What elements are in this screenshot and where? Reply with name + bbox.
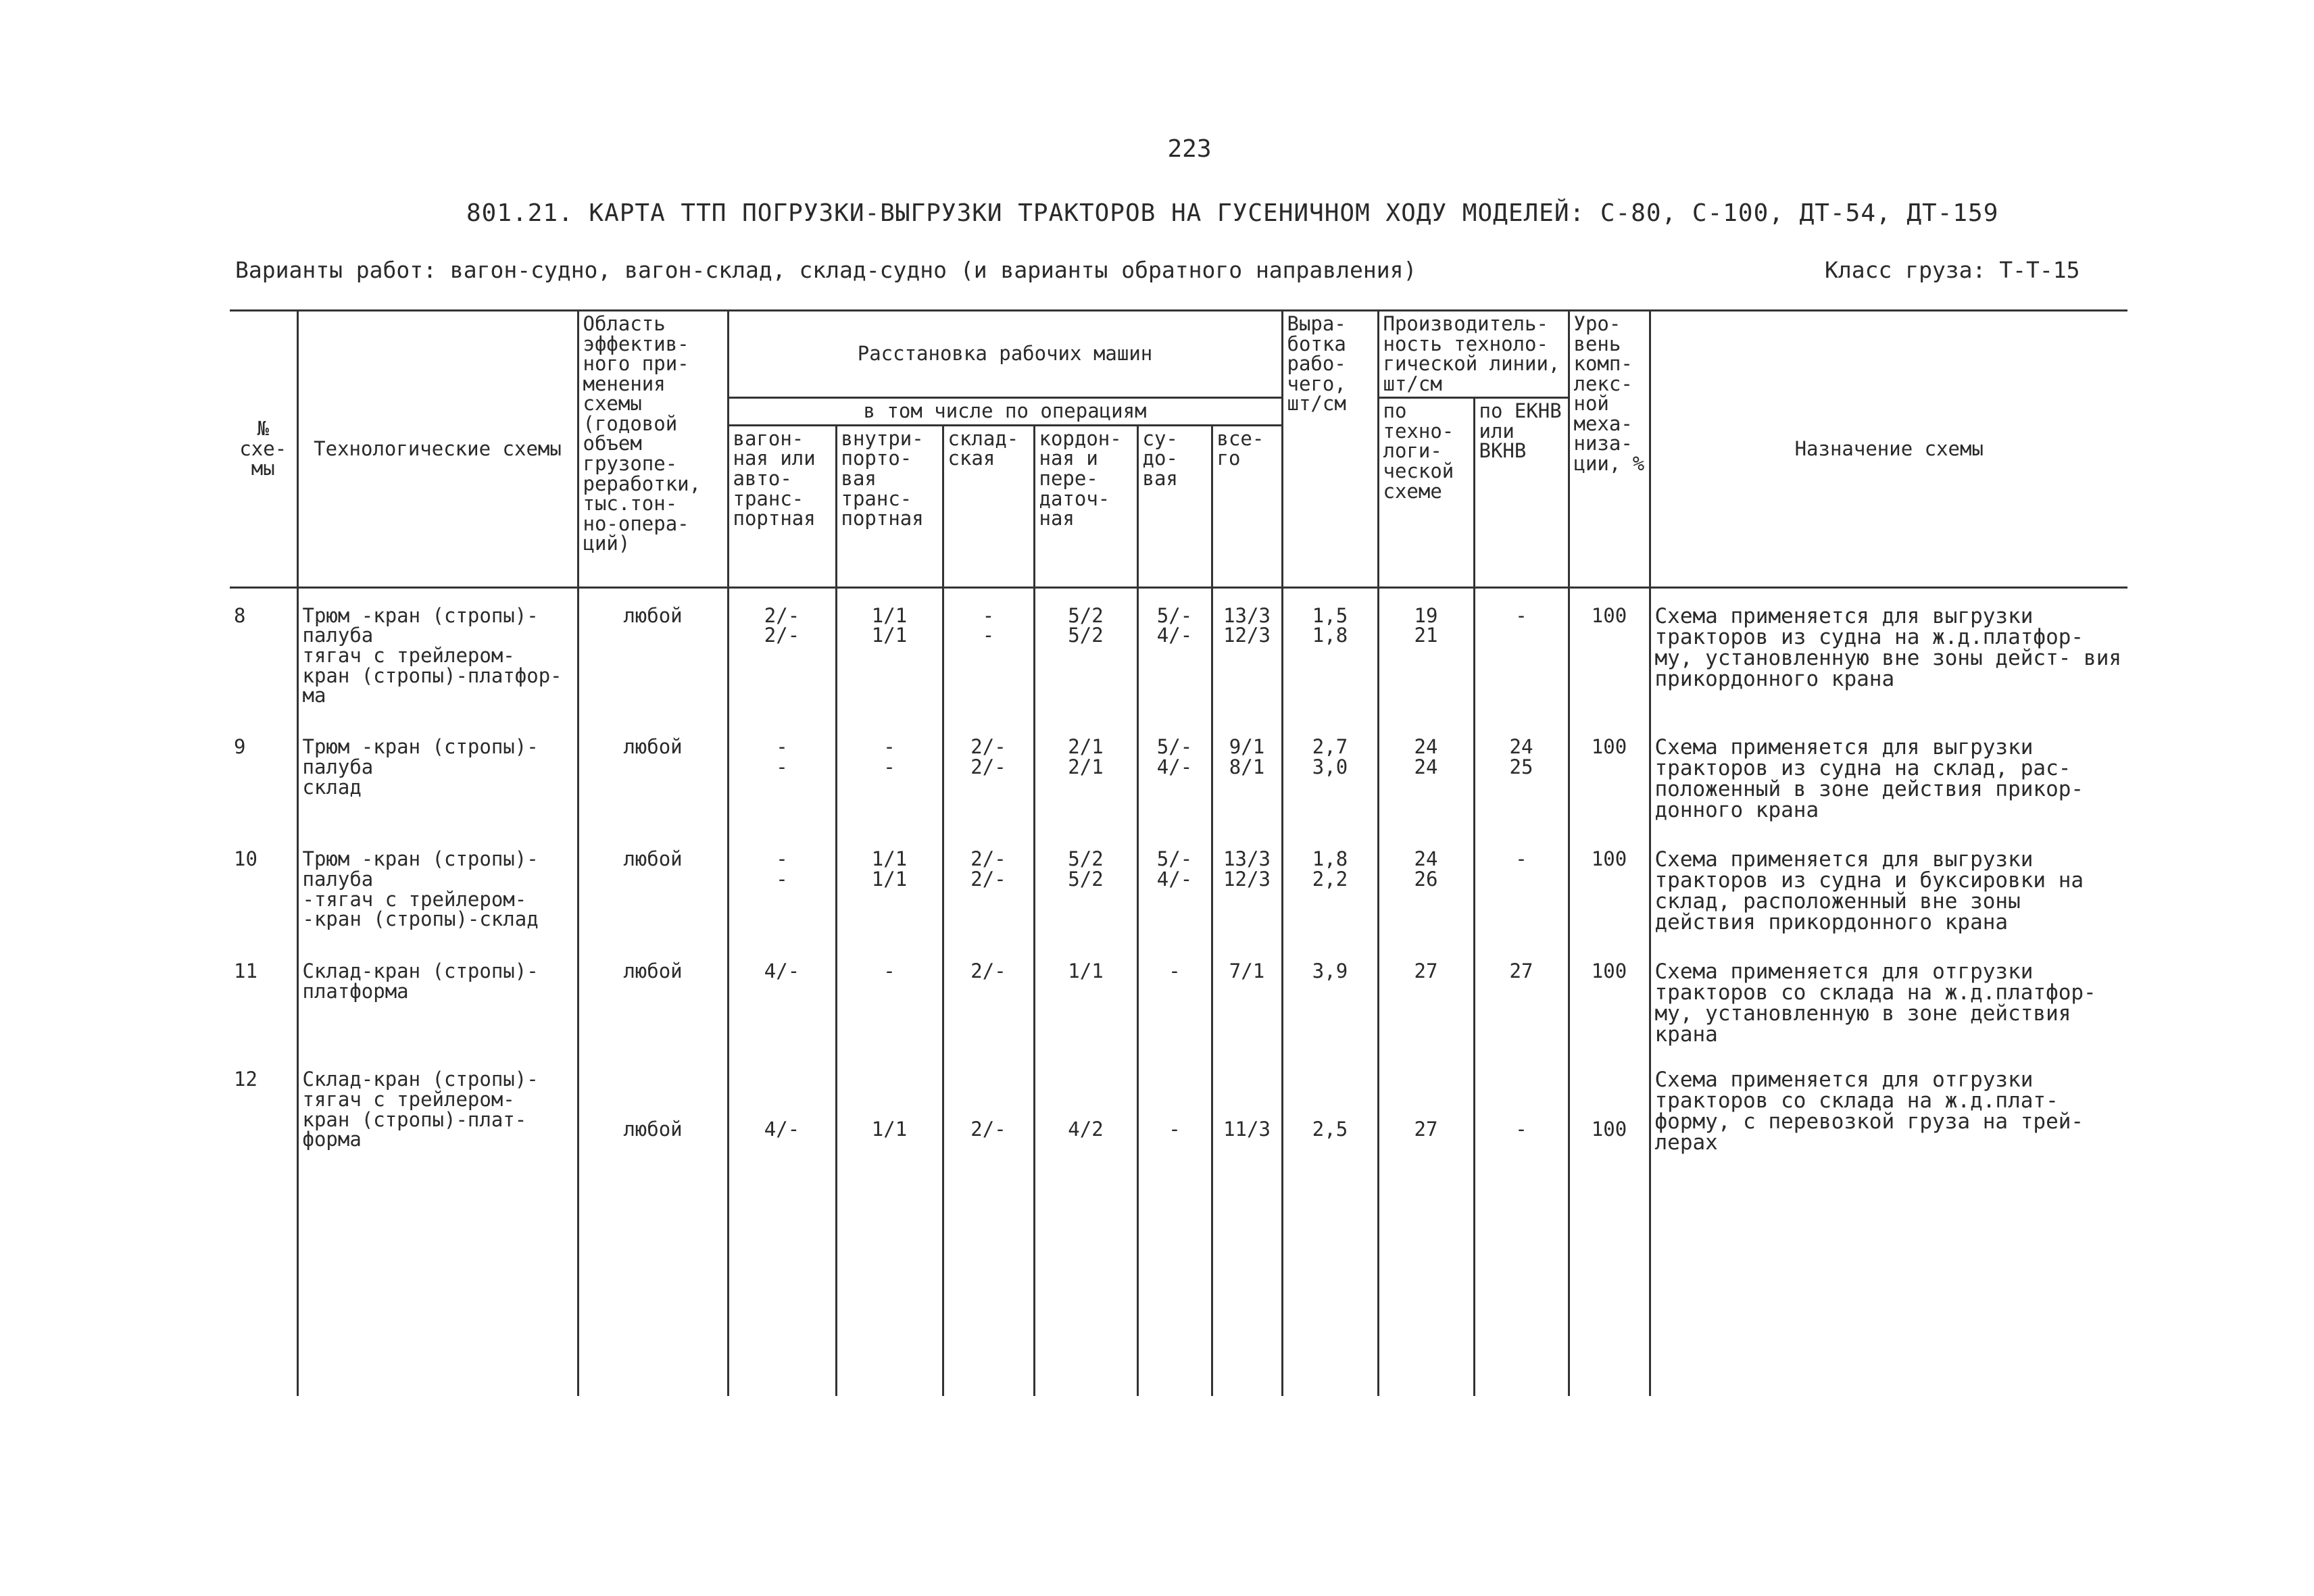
op-internal-cell: - -: [883, 735, 895, 778]
prod-tech-cell: 19 21: [1414, 603, 1438, 647]
mechanization-cell: 100: [1569, 1052, 1650, 1396]
scheme-text: Склад-кран (стропы)- тягач с трейлером- кран (стропы)-плат- форма: [297, 1052, 578, 1396]
header-prod-eknv: по ЕКНВ или ВКНВ: [1474, 398, 1569, 588]
header-scheme-no: № схе- мы: [230, 311, 297, 588]
header-op-ship: су- до- вая: [1137, 425, 1212, 587]
output-cell: 3,9: [1282, 944, 1378, 1052]
op-internal-cell: 1/1: [836, 1052, 943, 1396]
prod-eknv-cell: -: [1474, 1052, 1569, 1396]
op-wagon-cell: 2/- 2/-: [764, 603, 800, 647]
header-tech-schemes: Технологические схемы: [297, 311, 578, 588]
mechanization-cell: 100: [1569, 587, 1650, 720]
op-internal-cell: -: [836, 944, 943, 1052]
table-row: [230, 720, 2127, 832]
prod-tech-cell: 27: [1378, 944, 1474, 1052]
op-ship-cell: -: [1137, 1052, 1212, 1396]
ttp-table: [230, 309, 2127, 1396]
output-cell: 1,5 1,8: [1312, 603, 1348, 647]
purpose-cell: Схема применяется для отгрузки тракторов со склада на ж.д.платфор- му, установленную в зоне действия крана: [1650, 944, 2127, 1052]
op-kordon-cell: 2/1 2/1: [1068, 735, 1104, 778]
op-ship-cell: -: [1137, 944, 1212, 1052]
table-header: [230, 311, 2127, 588]
scheme-number: 10: [230, 832, 297, 944]
table-row: [230, 587, 2127, 720]
op-warehouse-cell: 2/-: [943, 1052, 1034, 1396]
scheme-text: Склад-кран (стропы)- платформа: [297, 944, 578, 1052]
scheme-number: 8: [230, 587, 297, 720]
op-wagon-cell: - -: [776, 735, 788, 778]
header-op-warehouse: склад- ская: [943, 425, 1034, 587]
area-cell: любой: [578, 1052, 728, 1396]
header-mechanization: Уро- вень комп- лекс- ной меха- низа- ции, %: [1569, 311, 1650, 588]
op-warehouse-cell: 2/-: [943, 944, 1034, 1052]
op-kordon-cell: 5/2 5/2: [1068, 603, 1104, 647]
output-cell: 2,5: [1282, 1052, 1378, 1396]
purpose-cell: Схема применяется для выгрузки тракторов из судна на ж.д.платфор- му, установленную вне зоны дейст- вия прикордонного крана: [1650, 587, 2127, 720]
purpose-cell: Схема применяется для отгрузки тракторов со склада на ж.д.плат- форму, с перевозкой груза на трей- лерах: [1650, 1052, 2127, 1396]
scheme-text: Трюм -кран (стропы)- палуба тягач с трейлером- кран (стропы)-платфор- ма: [297, 587, 578, 720]
area-cell: любой: [578, 944, 728, 1052]
header-op-kordon: кордон- ная и пере- даточ- ная: [1034, 425, 1137, 587]
op-total-cell: 13/3 12/3: [1223, 603, 1271, 647]
purpose-cell: Схема применяется для выгрузки тракторов из судна на склад, рас- положенный в зоне действия прикор- донного крана: [1650, 720, 2127, 832]
area-cell: любой: [578, 720, 728, 832]
prod-tech-cell: 24 26: [1414, 847, 1438, 891]
op-total-cell: 9/1 8/1: [1229, 735, 1265, 778]
cargo-class: Класс груза: Т-Т-15: [1825, 257, 2080, 283]
prod-eknv-cell: 27: [1474, 944, 1569, 1052]
op-wagon-cell: 4/-: [728, 944, 836, 1052]
op-warehouse-cell: 2/- 2/-: [970, 847, 1006, 891]
output-cell: 2,7 3,0: [1312, 735, 1348, 778]
page-title: 801.21. КАРТА ТТП ПОГРУЗКИ-ВЫГРУЗКИ ТРАКТОРОВ НА ГУСЕНИЧНОМ ХОДУ МОДЕЛЕЙ: С-80, С-100, ДТ-54, ДТ-159: [466, 199, 1999, 227]
op-warehouse-cell: 2/- 2/-: [970, 735, 1006, 778]
scheme-number: 9: [230, 720, 297, 832]
op-internal-cell: 1/1 1/1: [871, 603, 908, 647]
area-cell: любой: [578, 832, 728, 944]
prod-eknv-cell: 24 25: [1509, 735, 1533, 778]
op-internal-cell: 1/1 1/1: [871, 847, 908, 891]
table-row: [230, 1052, 2127, 1396]
op-kordon-cell: 5/2 5/2: [1068, 847, 1104, 891]
mechanization-cell: 100: [1569, 944, 1650, 1052]
header-op-wagon: вагон- ная или авто- транс- портная: [728, 425, 836, 587]
op-ship-cell: 5/- 4/-: [1156, 847, 1193, 891]
header-op-total: все- го: [1212, 425, 1282, 587]
work-variants: Варианты работ: вагон-судно, вагон-склад, склад-судно (и варианты обратного направления): [235, 257, 1417, 283]
op-kordon-cell: 1/1: [1034, 944, 1137, 1052]
prod-tech-cell: 27: [1378, 1052, 1474, 1396]
header-op-internal: внутри- порто- вая транс- портная: [836, 425, 943, 587]
op-warehouse-cell: - -: [982, 603, 995, 647]
table-row: [230, 944, 2127, 1052]
mechanization-cell: 100: [1569, 832, 1650, 944]
table-row: [230, 832, 2127, 944]
header-prod-tech: по техно- логи- ческой схеме: [1378, 398, 1474, 588]
scheme-number: 12: [230, 1052, 297, 1396]
scheme-number: 11: [230, 944, 297, 1052]
prod-eknv-cell: -: [1515, 603, 1527, 627]
scheme-text: Трюм -кран (стропы)- палуба склад: [297, 720, 578, 832]
op-total-cell: 11/3: [1212, 1052, 1282, 1396]
op-wagon-cell: 4/-: [728, 1052, 836, 1396]
header-by-operations: в том числе по операциям: [728, 398, 1282, 426]
op-total-cell: 13/3 12/3: [1223, 847, 1271, 891]
mechanization-cell: 100: [1569, 720, 1650, 832]
scheme-text: Трюм -кран (стропы)- палуба -тягач с трейлером- -кран (стропы)-склад: [297, 832, 578, 944]
output-cell: 1,8 2,2: [1312, 847, 1348, 891]
purpose-cell: Схема применяется для выгрузки тракторов из судна и буксировки на склад, расположенный вне зоны действия прикордонного крана: [1650, 832, 2127, 944]
op-ship-cell: 5/- 4/-: [1156, 603, 1193, 647]
page-number: 223: [1167, 135, 1212, 163]
prod-tech-cell: 24 24: [1414, 735, 1438, 778]
op-ship-cell: 5/- 4/-: [1156, 735, 1193, 778]
header-purpose: Назначение схемы: [1650, 311, 2127, 588]
op-wagon-cell: - -: [776, 847, 788, 891]
header-area: Область эффектив- ного при- менения схемы (годовой объем грузопе- реработки, тыс.тон- но-опера- ций): [578, 311, 728, 588]
header-output: Выра- ботка рабо- чего, шт/см: [1282, 311, 1378, 588]
op-total-cell: 7/1: [1212, 944, 1282, 1052]
op-kordon-cell: 4/2: [1034, 1052, 1137, 1396]
area-cell: любой: [578, 587, 728, 720]
header-productivity: Производитель- ность техноло- гической линии, шт/см: [1378, 311, 1569, 398]
prod-eknv-cell: -: [1515, 847, 1527, 871]
header-placement: Расстановка рабочих машин: [728, 311, 1282, 398]
